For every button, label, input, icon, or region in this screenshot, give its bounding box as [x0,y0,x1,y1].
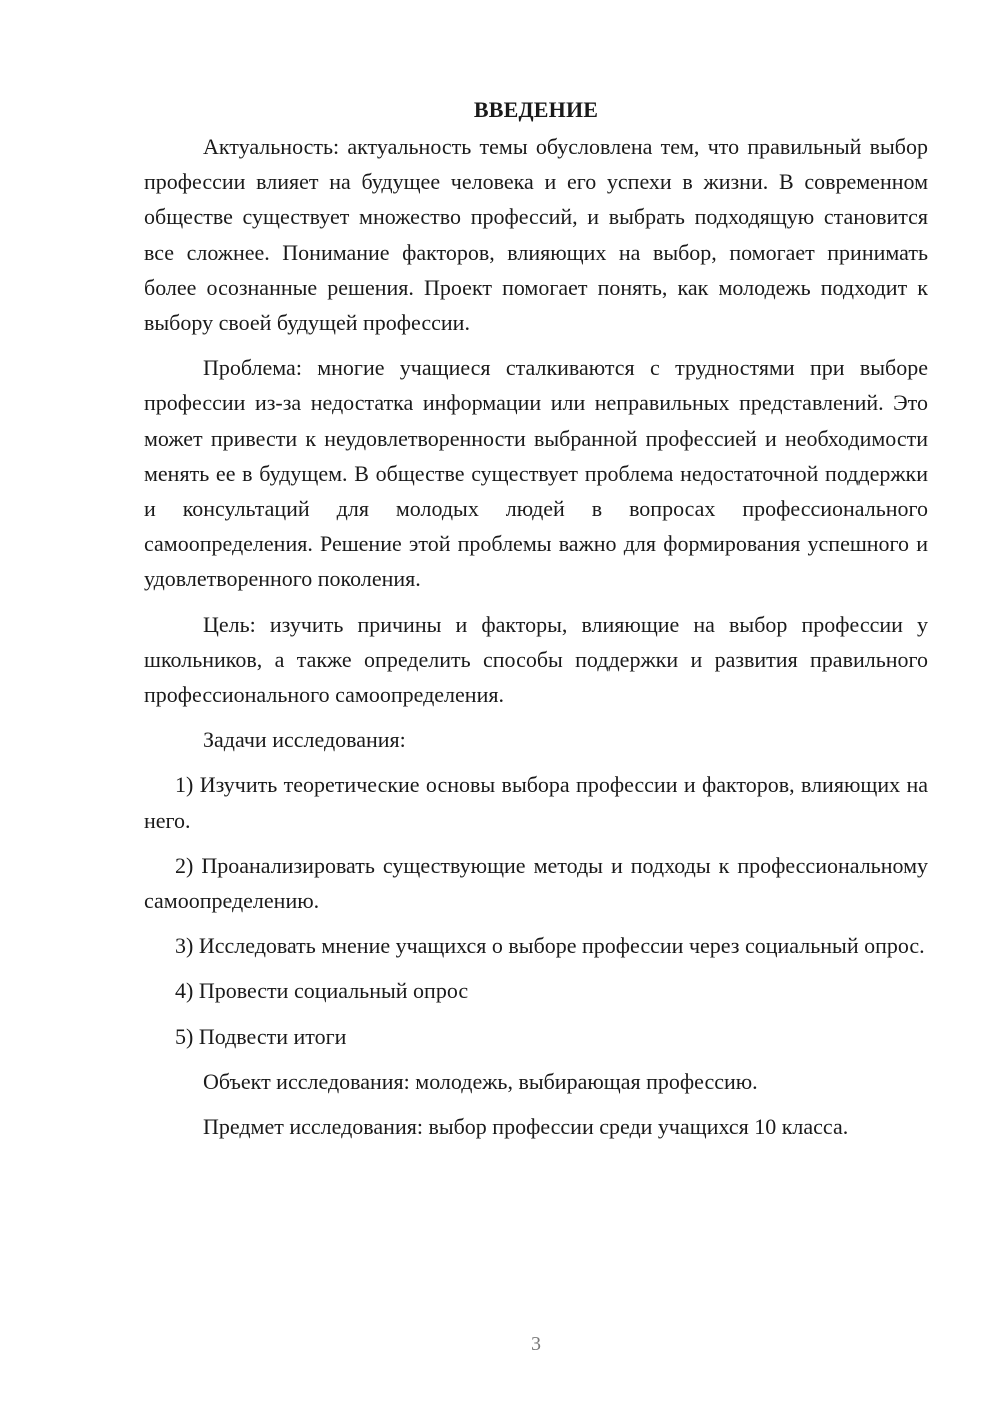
document-page [144,92,928,1154]
task-item-5: 5) Подвести итоги [175,1023,347,1049]
subject-paragraph: Предмет исследования: выбор профессии среди учащихся 10 класса. [203,1114,849,1140]
object-paragraph: Объект исследования: молодежь, выбирающая профессию. [203,1068,758,1094]
task-item-3: 3) Исследовать мнение учащихся о выборе профессии через социальный опрос. [175,933,925,959]
tasks-heading: Задачи исследования: [203,727,406,753]
goal-paragraph: Цель: изучить причины и факторы, влияющие на выбор профессии у школьников, а также определить способы поддержки и развития правильного профессионального самоопределения. [144,611,928,708]
task-item-2: 2) Проанализировать существующие методы и подходы к профессиональному самоопределению. [144,852,928,914]
relevance-paragraph: Актуальность: актуальность темы обусловлена тем, что правильный выбор профессии влияет на будущее человека и его успехи в жизни. В современном обществе существует множество профессий, и выбрать подходящую становится все сложнее. Понимание факторов, влияющих на выбор, помогает принимать более осознанные решения. Проект помогает понять, как молодежь подходит к выбору своей будущей профессии. [144,134,928,336]
page-title: ВВЕДЕНИЕ [473,97,599,122]
page-number: 3 [531,1333,541,1355]
task-item-1: 1) Изучить теоретические основы выбора профессии и факторов, влияющих на него. [144,772,928,833]
task-item-4: 4) Провести социальный опрос [175,978,469,1004]
problem-paragraph: Проблема: многие учащиеся сталкиваются с трудностями при выборе профессии из-за недостатка информации или неправильных представлений. Это может привести к неудовлетворенности выбранной профессией и необходимости менять ее в будущем. В обществе существует проблема недостаточной поддержки и консультаций для молодых людей в вопросах профессионального самоопределения. Решение этой проблемы важно для формирования успешного и удовлетворенного поколения. [144,355,928,592]
